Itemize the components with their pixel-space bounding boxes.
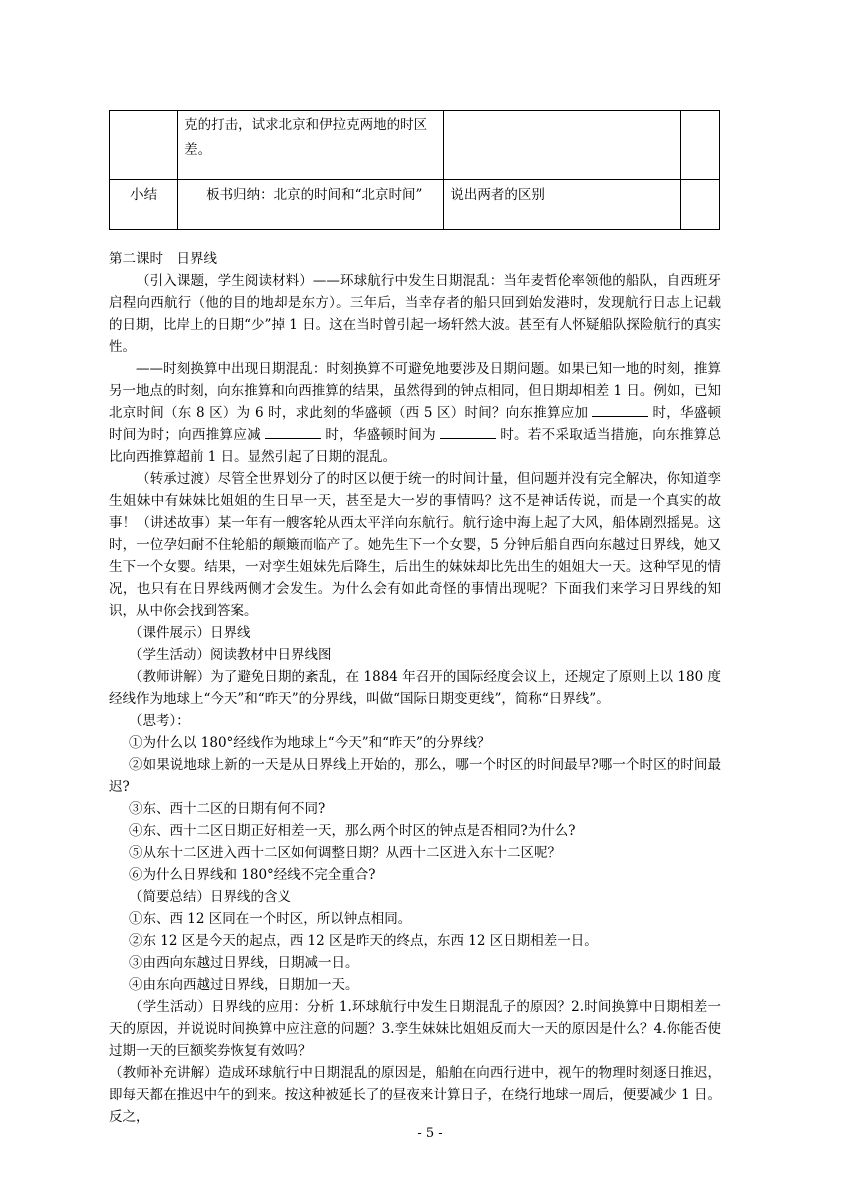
paragraph: （简要总结）日界线的含义 [129,889,291,905]
table-cell: 小结 [110,180,178,230]
paragraph: （学生活动）阅读教材中日界线图 [129,647,332,663]
paragraph-text: 时。若不采取适当措施，向东推算总比向西推算超前 1 日。显然引起了日期的混乱。 [109,427,722,465]
list-item: ①东、西 12 区同在一个时区，所以钟点相同。 [129,911,412,927]
table-row [110,111,720,180]
list-item: ④由东向西越过日界线，日期加一天。 [129,977,359,993]
answer-blank[interactable] [592,402,648,417]
paragraph-text: 时，华盛顿时间为 [325,427,436,443]
paragraph: （引入课题，学生阅读材料）——环球航行中发生日期混乱：当年麦哲伦率领他的船队，自西班牙启程向西航行（他的目的地却是东方）。三年后，当幸存者的船只回到始发港时，发现航行日志上记载的日期，比岸上的日期“少”掉 1 日。这在当时曾引起一场轩然大波。甚至有人怀疑船队探险航行的真实性。 [109,273,721,355]
list-item: ⑤从东十二区进入西十二区如何调整日期？从西十二区进入东十二区呢？ [129,845,561,861]
table-cell [444,111,681,180]
answer-blank[interactable] [265,424,321,439]
paragraph-text: ——时刻换算中出现日期混乱：时刻换算不可避免地要涉及日期问题。如果已知一地的时刻，推算另一地点的时刻，向东推算和向西推算的结果，虽然得到的钟点相同，但日期却相差 1 日。例如，已知北京时间（东 8 区）为 6 时，求此刻的华盛顿（西 5 区）时间？向东推算应加 [109,361,721,421]
table-cell [681,180,720,230]
page-number: - 5 - [417,1126,443,1141]
paragraph: （思考）： [129,713,190,729]
table-cell: 克的打击，试求北京和伊拉克两地的时区差。 [178,111,444,180]
list-item: ②如果说地球上新的一天是从日界线上开始的，那么，哪一个时区的时间最早?哪一个时区的时间最迟? [109,757,721,795]
table-cell [681,111,720,180]
section-heading: 第二课时 日界线 [109,251,217,267]
list-item: ④东、西十二区日期正好相差一天，那么两个时区的钟点是否相同?为什么? [129,823,576,839]
list-item: ③东、西十二区的日期有何不同? [129,801,326,817]
list-item: ①为什么以 180°经线作为地球上“今天”和“昨天”的分界线？ [129,735,491,751]
table-row [110,180,720,230]
table-cell: 说出两者的区别 [444,180,681,230]
paragraph: （学生活动）日界线的应用：分析 1.环球航行中发生日期混乱子的原因？2.时间换算中日期相差一天的原因，并说说时间换算中应注意的问题？3.孪生妹妹比姐姐反而大一天的原因是什么？4.你能否使过期一天的巨额奖券恢复有效吗？ [109,999,721,1059]
list-item: ⑥为什么日界线和 180°经线不完全重合? [129,867,376,883]
paragraph: （教师补充讲解）造成环球航行中日期混乱的原因是，船舶在向西行进中，视午的物理时刻逐日推迟，即每天都在推迟中午的到来。按这种被延长了的昼夜来计算日子，在绕行地球一周后，便要减少 1 日。反之， [109,1065,721,1125]
answer-blank[interactable] [440,424,496,439]
document-body [109,248,721,1128]
paragraph-text: 时，华盛顿时间为时；向西推算应减 [109,405,721,443]
paragraph [109,358,721,468]
paragraph: （转承过渡）尽管全世界划分了的时区以便于统一的时间计量，但问题并没有完全解决，你知道孪生姐妹中有妹妹比姐姐的生日早一天，甚至是大一岁的事情吗？这不是神话传说，而是一个真实的故事！（讲述故事）某一年有一艘客轮从西太平洋向东航行。航行途中海上起了大风，船体剧烈摇晃。这时，一位孕妇耐不住轮船的颠簸而临产了。她先生下一个女婴，5 分钟后船自西向东越过日界线，她又生下一个女婴。结果，一对孪生姐妹先后降生，后出生的妹妹却比先出生的姐姐大一天。这种罕见的情况，也只有在日界线两侧才会发生。为什么会有如此奇怪的事情出现呢？下面我们来学习日界线的知识，从中你会找到答案。 [109,471,721,619]
list-item: ②东 12 区是今天的起点，西 12 区是昨天的终点，东西 12 区日期相差一日。 [129,933,598,949]
paragraph: （课件展示）日界线 [129,625,251,641]
table-cell [110,111,178,180]
lesson-plan-table [109,110,720,230]
list-item: ③由西向东越过日界线，日期减一日。 [129,955,359,971]
table-cell: 板书归纳：北京的时间和“北京时间” [178,180,444,230]
paragraph: （教师讲解）为了避免日期的紊乱，在 1884 年召开的国际经度会议上，还规定了原则上以 180 度经线作为地球上“今天”和“昨天”的分界线，叫做“国际日期变更线”，简称“日界线”。 [109,669,721,707]
